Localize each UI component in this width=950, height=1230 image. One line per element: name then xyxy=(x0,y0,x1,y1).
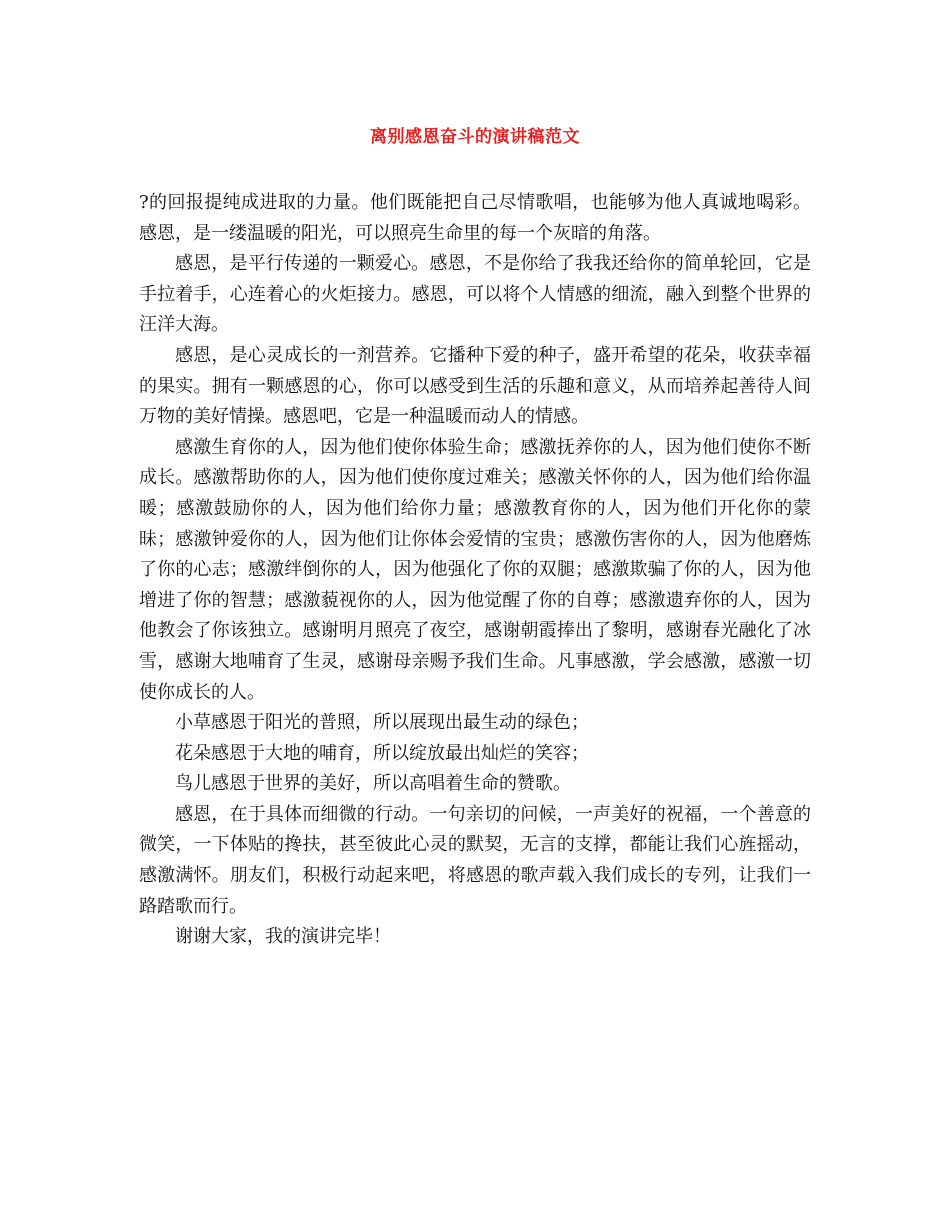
paragraph-4: 感激生育你的人，因为他们使你体验生命；感激抚养你的人，因为他们使你不断成长。感激帮助你的人，因为他们使你度过难关；感激关怀你的人，因为他们给你温暖；感激鼓励你的人，因为他们给你力量；感激教育你的人，因为他们开化你的蒙昧；感激钟爱你的人，因为他们让你体会爱情的宝贵；感激伤害你的人，因为他磨炼了你的心志；感激绊倒你的人，因为他强化了你的双腿；感激欺骗了你的人，因为他增进了你的智慧；感激藐视你的人，因为他觉醒了你的自尊；感激遗弃你的人，因为他教会了你该独立。感谢明月照亮了夜空，感谢朝霞捧出了黎明，感谢春光融化了冰雪，感谢大地哺育了生灵，感谢母亲赐予我们生命。凡事感激，学会感激，感激一切使你成长的人。 xyxy=(139,436,811,703)
paragraph-8: 感恩，在于具体而细微的行动。一句亲切的问候，一声美好的祝福，一个善意的微笑，一下体贴的搀扶，甚至彼此心灵的默契，无言的支撑，都能让我们心旌摇动，感激满怀。朋友们，积极行动起来吧，将感恩的歌声载入我们成长的专列，让我们一路踏歌而行。 xyxy=(139,803,811,917)
paragraph-5: 小草感恩于阳光的普照，所以展现出最生动的绿色； xyxy=(175,712,589,734)
paragraph-2: 感恩，是平行传递的一颗爱心。感恩，不是你给了我我还给你的简单轮回，它是手拉着手，心连着心的火炬接力。感恩，可以将个人情感的细流，融入到整个世界的汪洋大海。 xyxy=(139,253,811,336)
paragraph-6: 花朵感恩于大地的哺育，所以绽放最出灿烂的笑容； xyxy=(175,742,589,764)
paragraph-9: 谢谢大家，我的演讲完毕！ xyxy=(175,926,391,948)
document-title: 离别感恩奋斗的演讲稿范文 xyxy=(370,127,580,147)
paragraph-3: 感恩，是心灵成长的一剂营养。它播种下爱的种子，盛开希望的花朵，收获幸福的果实。拥有一颗感恩的心，你可以感受到生活的乐趣和意义，从而培养起善待人间万物的美好情操。感恩吧，它是一种温暖而动人的情感。 xyxy=(139,344,811,428)
paragraph-7: 鸟儿感恩于世界的美好，所以高唱着生命的赞歌。 xyxy=(175,773,571,795)
document-body xyxy=(139,188,811,953)
paragraph-1: ?的回报提纯成进取的力量。他们既能把自己尽情歌唱，也能够为他人真诚地喝彩。感恩，是一缕温暖的阳光，可以照亮生命里的每一个灰暗的角落。 xyxy=(139,192,811,244)
